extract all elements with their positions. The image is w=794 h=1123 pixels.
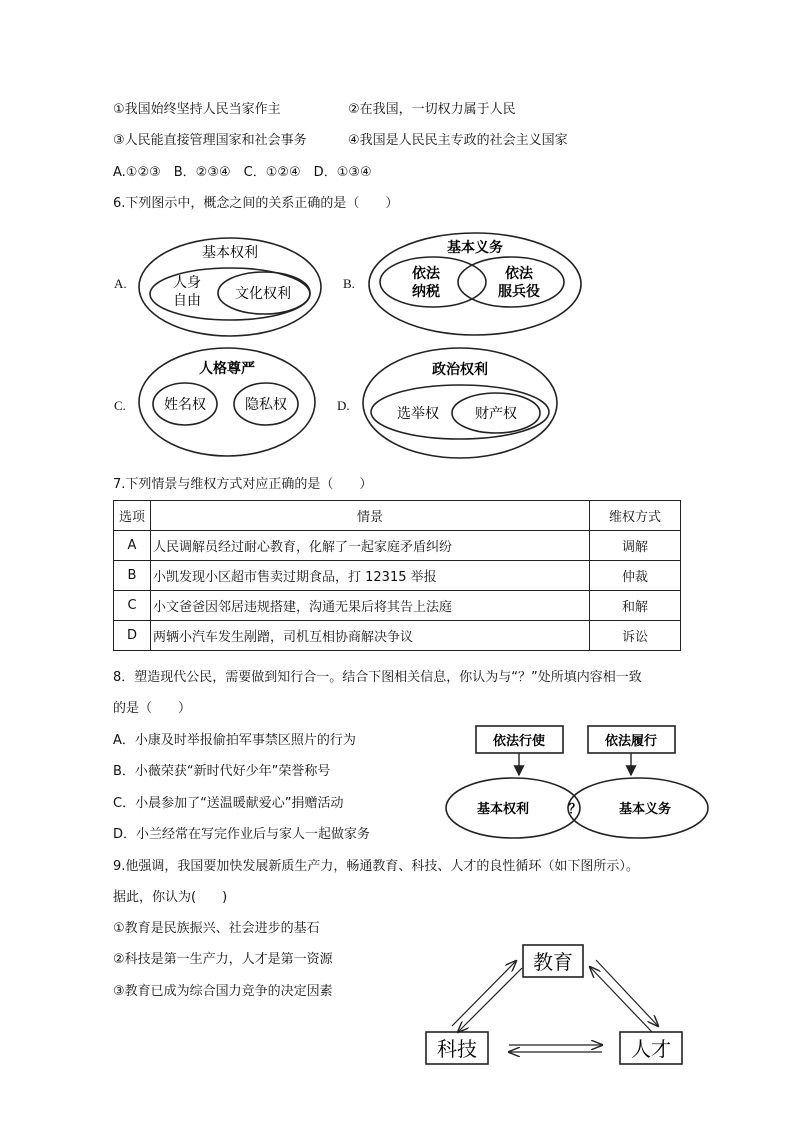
inner-label-1a: 人身: [173, 275, 201, 291]
option-a-label: A.: [114, 276, 127, 291]
outer-label: 基本权利: [202, 245, 258, 261]
right-label-a: 依法: [505, 266, 533, 282]
option-a: A．小康及时举报偷拍军事禁区照片的行为: [113, 733, 356, 748]
header-option: 选项: [114, 501, 151, 531]
question-8-stem-line2: 的是（ ）: [113, 701, 192, 716]
ellipse-rights: 基本权利: [476, 802, 530, 817]
option-c-label: C.: [114, 398, 126, 413]
row-method: 仲裁: [590, 561, 681, 591]
header-method: 维权方式: [590, 501, 681, 531]
row-method: 和解: [590, 591, 681, 621]
outer-label: 基本义务: [447, 240, 503, 256]
question-8-stem-line1: 8．塑造现代公民，需要做到知行合一。结合下图相关信息，你认为与“？”处所填内容相一致: [113, 670, 642, 685]
table-row: [114, 531, 681, 561]
option-b-label: B.: [343, 276, 355, 291]
statement-2: ②科技是第一生产力，人才是第一资源: [113, 952, 333, 967]
statement-3: ③人民能直接管理国家和社会事务: [113, 133, 307, 148]
statement-1: ①我国始终坚持人民当家作主: [113, 102, 281, 117]
statement-2: ②在我国，一切权力属于人民: [348, 102, 516, 117]
venn-diagram-a: [137, 236, 323, 339]
left-label: 姓名权: [164, 397, 206, 413]
left-label-a: 依法: [412, 266, 440, 282]
rights-table: [113, 500, 681, 651]
education-cycle-diagram: [418, 940, 690, 1068]
row-method: 调解: [590, 531, 681, 561]
box-fulfill: 依法履行: [604, 734, 658, 749]
option-d: D．小兰经常在写完作业后与家人一起做家务: [113, 827, 371, 842]
venn-diagram-c: [137, 346, 317, 458]
row-option: D: [114, 621, 151, 651]
right-label: 隐私权: [245, 397, 287, 413]
statement-1: ①教育是民族振兴、社会进步的基石: [113, 921, 320, 936]
row-scenario: 小凯发现小区超市售卖过期食品，打 12315 举报: [151, 561, 590, 591]
left-label-b: 纳税: [412, 284, 440, 300]
row-scenario: 小文爸爸因邻居违规搭建，沟通无果后将其告上法庭: [151, 591, 590, 621]
table-row: [114, 591, 681, 621]
option-d-label: D.: [337, 398, 350, 413]
row-scenario: 人民调解员经过耐心教育，化解了一起家庭矛盾纠纷: [151, 531, 590, 561]
inner-label-1b: 自由: [173, 293, 201, 309]
node-technology: 科技: [437, 1037, 477, 1061]
statement-4: ④我国是人民民主专政的社会主义国家: [348, 133, 568, 148]
row-option: B: [114, 561, 151, 591]
table-header-row: [114, 501, 681, 531]
row-method: 诉讼: [590, 621, 681, 651]
option-c: C．小晨参加了“送温暖献爱心”捐赠活动: [113, 796, 344, 811]
node-education: 教育: [533, 950, 573, 974]
ellipse-duties: 基本义务: [618, 802, 672, 817]
node-talent: 人才: [631, 1037, 671, 1061]
option-b: B．小薇荣获“新时代好少年”荣誉称号: [113, 764, 331, 779]
question-7-stem: 7.下列情景与维权方式对应正确的是（ ）: [113, 477, 373, 492]
row-option: C: [114, 591, 151, 621]
venn-diagram-b: [366, 230, 584, 338]
venn-diagram-d: [360, 346, 560, 460]
question-mark: ？: [568, 802, 582, 817]
question-6-stem: 6.下列图示中，概念之间的关系正确的是（ ）: [113, 196, 399, 211]
inner-label-2: 财产权: [475, 406, 517, 422]
answer-choices: A.①②③ B．②③④ C．①②④ D．①③④: [113, 165, 372, 180]
question-9-stem-line2: 据此，你认为( ): [113, 890, 228, 905]
right-label-b: 服兵役: [498, 284, 540, 300]
outer-label: 政治权利: [432, 362, 488, 378]
row-scenario: 两辆小汽车发生剐蹭，司机互相协商解决争议: [151, 621, 590, 651]
statement-3: ③教育已成为综合国力竞争的决定因素: [113, 984, 333, 999]
inner-label-2: 文化权利: [235, 286, 291, 302]
table-row: [114, 621, 681, 651]
rights-duties-diagram: [438, 720, 712, 846]
outer-label: 人格尊严: [199, 361, 255, 377]
table-row: [114, 561, 681, 591]
question-9-stem-line1: 9.他强调，我国要加快发展新质生产力，畅通教育、科技、人才的良性循环（如下图所示）。: [113, 859, 639, 874]
row-option: A: [114, 531, 151, 561]
inner-label-1: 选举权: [397, 406, 439, 422]
box-exercise: 依法行使: [492, 734, 546, 749]
header-scenario: 情景: [151, 501, 590, 531]
